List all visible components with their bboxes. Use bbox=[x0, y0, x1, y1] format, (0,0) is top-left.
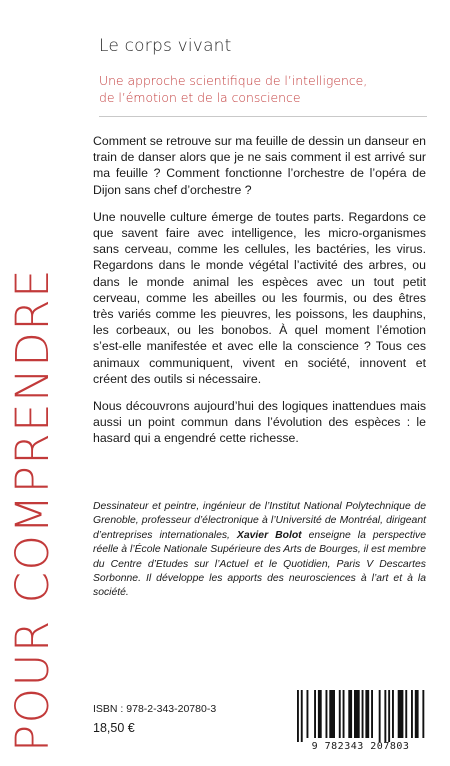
subtitle-line-1: Une approche scientifique de l’intelligence, bbox=[99, 73, 368, 88]
blurb-paragraph-1: Comment se retrouve sur ma feuille de dessin un danseur en train de danser alors que je ne sais comment il est arrivé sur ma feuille ? Comment fonctionne l’orchestre de l’opéra de Dijon sans chef d’orchestre ? bbox=[93, 134, 426, 197]
barcode-number: 9 782343 207803 bbox=[311, 741, 410, 752]
barcode-bar bbox=[371, 690, 373, 738]
barcode-bars bbox=[293, 690, 428, 742]
series-label: POUR COMPRENDRE bbox=[6, 267, 59, 752]
bio-text-after: enseigne la perspective réelle à l’École Nationale Supérieure des Arts de Bourges, il est membre du Centre d’Etudes sur l’Actuel et le Quotidien, Paris V Descartes Sorbonne. Il développe les apports des neurosciences à l’art et à la société. bbox=[93, 529, 426, 599]
author-name: Xavier Bolot bbox=[236, 529, 302, 541]
barcode-bar bbox=[362, 690, 364, 738]
barcode-bar bbox=[348, 690, 352, 738]
barcode-bar bbox=[297, 690, 299, 742]
barcode-bar bbox=[301, 690, 303, 742]
barcode-bar bbox=[329, 690, 335, 738]
barcode-bar bbox=[415, 690, 419, 738]
header-divider bbox=[99, 116, 427, 117]
isbn: ISBN : 978-2-343-20780-3 bbox=[93, 703, 217, 715]
barcode-bar bbox=[405, 690, 407, 738]
barcode-bar bbox=[326, 690, 328, 738]
author-bio bbox=[93, 500, 426, 601]
book-title: Le corps vivant bbox=[99, 36, 232, 56]
book-subtitle bbox=[99, 72, 419, 106]
barcode-bar bbox=[398, 690, 404, 738]
barcode-bar bbox=[314, 690, 316, 738]
subtitle-line-2: de l’émotion et de la conscience bbox=[99, 90, 301, 105]
barcode-bar bbox=[354, 690, 360, 738]
barcode-bar bbox=[318, 690, 322, 738]
blurb-paragraph-2: Une nouvelle culture émerge de toutes parts. Regardons ce que savent faire avec intelligence, les micro-organismes sans cerveau, comme les cellules, les bactéries, les virus. Regardons dans le monde végétal l’activité des arbres, ou dans le monde animal les espèces avec un tout petit cerveau, comme les abeilles ou les fourmis, ou des êtres très variés comme les pieuvres, les poissons, les dauphins, les corbeaux, ou les bonobos. À quel moment l’émotion s’est-elle manifestée et avec elle la conscience ? Tous ces animaux communiquent, vivent en société, innovent et créent des outils si nécessaire. bbox=[93, 209, 426, 386]
bio-text-before: Dessinateur et peintre, ingénieur de l’Institut National Polytechnique de Grenoble, professeur d’électronique à l’Université de Montréal, dirigeant d’entreprises internationales, bbox=[93, 501, 426, 541]
barcode-bar bbox=[384, 690, 386, 742]
price: 18,50 € bbox=[93, 721, 135, 735]
barcode-bar bbox=[343, 690, 345, 738]
barcode-bar bbox=[339, 690, 341, 738]
blurb bbox=[93, 133, 426, 458]
barcode-bar bbox=[422, 690, 424, 738]
barcode-bar bbox=[388, 690, 390, 742]
barcode bbox=[293, 690, 428, 760]
barcode-bar bbox=[307, 690, 309, 738]
blurb-paragraph-3: Nous découvrons aujourd’hui des logiques inattendues mais aussi un point commun dans l’évolution des espèces : le hasard qui a engendré cette richesse. bbox=[93, 399, 426, 446]
barcode-bar bbox=[365, 690, 369, 738]
barcode-bar bbox=[379, 690, 381, 742]
barcode-bar bbox=[392, 690, 394, 738]
barcode-bar bbox=[411, 690, 413, 738]
